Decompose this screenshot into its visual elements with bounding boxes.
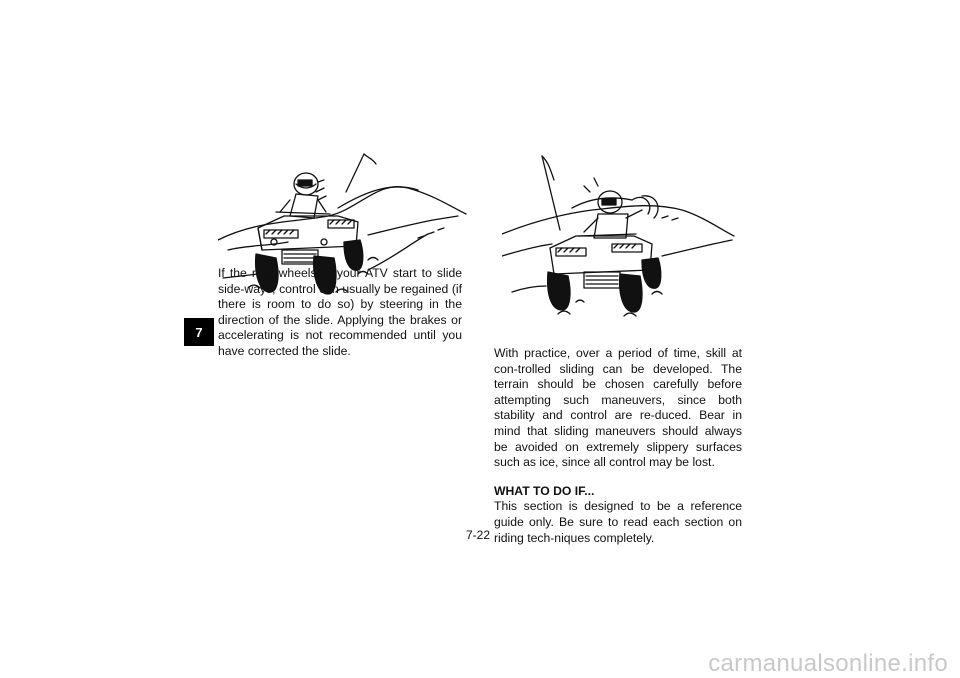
section-heading: WHAT TO DO IF... (494, 483, 595, 498)
chapter-tab: 7 (184, 318, 214, 346)
right-column (494, 346, 742, 559)
left-paragraph: If the rear wheels of your ATV start to slide side-ways, control can usually be regained (if there is room to do so) by steering in the direction of the slide. Applying the brakes or accelerating is not recommended until you have corrected the slide. (218, 266, 462, 358)
page-number: 7-22 (466, 528, 491, 542)
right-paragraph: With practice, over a period of time, skill at con-trolled sliding can be developed. The terrain should be chosen carefully before attempting such maneuvers, since both stability and control are re-duced. Bear in mind that sliding maneuvers should always be avoided on extremely slippery surfaces such as ice, since all control may be lost. (494, 346, 742, 470)
left-column (218, 266, 462, 373)
heading-paragraph: This section is designed to be a reference guide only. Be sure to read each section on riding tech-niques completely. (494, 499, 742, 545)
atv-controlled-slide-illustration (502, 152, 738, 320)
watermark: carmanualsonline.info (708, 650, 948, 677)
